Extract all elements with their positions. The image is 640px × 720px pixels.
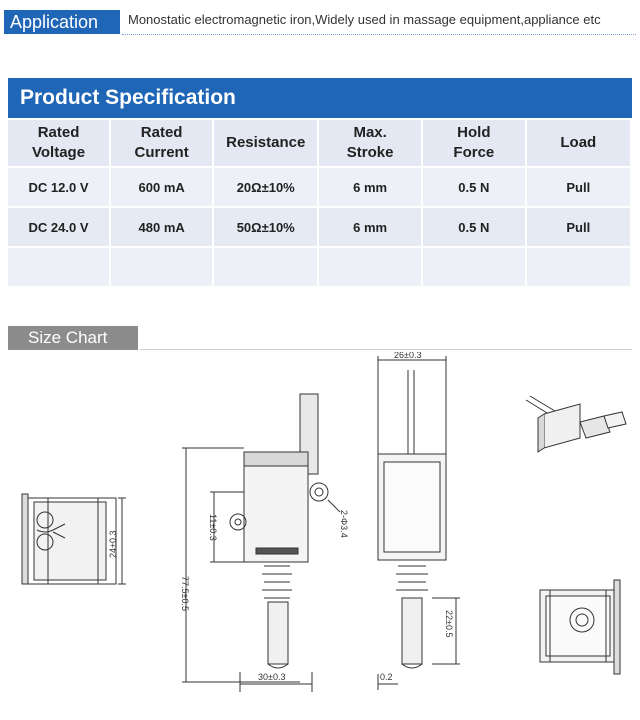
dim-holes: 2-Φ3.4 — [339, 510, 349, 538]
cell-current: 600 mA — [111, 168, 214, 208]
cell-force: 0.5 N — [423, 208, 527, 248]
cell-force: 0.5 N — [423, 168, 527, 208]
cell-empty — [319, 248, 423, 288]
cell-resistance: 50Ω±10% — [214, 208, 319, 248]
table-row — [8, 248, 632, 288]
cell-stroke: 6 mm — [319, 208, 423, 248]
cell-load: Pull — [527, 208, 632, 248]
isometric-view-drawing — [526, 396, 626, 452]
right-view-drawing — [378, 356, 460, 690]
cell-empty — [111, 248, 214, 288]
spec-table — [8, 120, 632, 288]
spec-header-row — [8, 120, 632, 168]
table-row — [8, 168, 632, 208]
cell-empty — [527, 248, 632, 288]
size-chart-drawing — [0, 352, 640, 720]
dim-plate: 0.2 — [380, 672, 393, 682]
cell-empty — [214, 248, 319, 288]
cell-load: Pull — [527, 168, 632, 208]
size-chart-label: Size Chart — [8, 326, 138, 350]
dim-body-width: 30±0.3 — [258, 672, 286, 682]
application-divider — [122, 34, 636, 35]
application-banner — [0, 8, 640, 36]
dim-plunger-length: 22±0.5 — [444, 610, 454, 638]
spec-title: Product Specification — [8, 78, 632, 118]
header-load: Load — [527, 120, 632, 168]
table-row — [8, 208, 632, 248]
header-resistance: Resistance — [214, 120, 319, 168]
cell-voltage: DC 24.0 V — [8, 208, 111, 248]
dim-mount-height: 11±0.3 — [208, 514, 218, 541]
dim-total-height: 77.5±0.5 — [180, 576, 190, 611]
header-max-stroke: Max. Stroke — [319, 120, 423, 168]
cell-resistance: 20Ω±10% — [214, 168, 319, 208]
size-chart-divider — [140, 349, 632, 350]
front-view-drawing — [182, 394, 340, 692]
cell-empty — [8, 248, 111, 288]
cell-empty — [423, 248, 527, 288]
cell-stroke: 6 mm — [319, 168, 423, 208]
header-hold-force: Hold Force — [423, 120, 527, 168]
application-label: Application — [4, 10, 120, 34]
cell-voltage: DC 12.0 V — [8, 168, 111, 208]
application-description: Monostatic electromagnetic iron,Widely used in massage equipment,appliance etc — [128, 12, 601, 27]
cell-current: 480 mA — [111, 208, 214, 248]
header-rated-current: Rated Current — [111, 120, 214, 168]
dim-side-height: 24±0.3 — [108, 530, 118, 558]
bottom-view-drawing — [540, 580, 620, 674]
header-rated-voltage: Rated Voltage — [8, 120, 111, 168]
dim-top-width: 26±0.3 — [394, 352, 422, 360]
